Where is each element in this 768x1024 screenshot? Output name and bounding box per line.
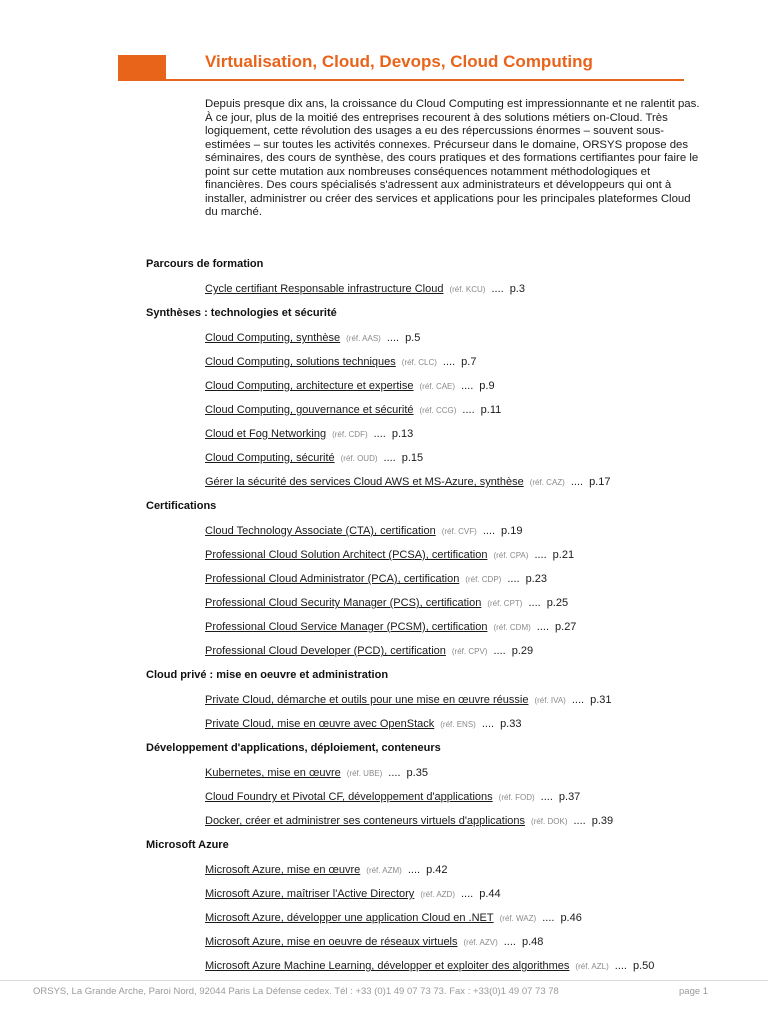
course-ref: (réf. AAS) <box>346 334 381 343</box>
leader-dots: .... <box>507 573 520 585</box>
course-entry <box>205 404 501 416</box>
course-link[interactable]: Cloud Computing, synthèse <box>205 332 341 344</box>
course-link[interactable]: Private Cloud, mise en œuvre avec OpenStack <box>205 718 435 730</box>
course-page-number: p.33 <box>500 718 522 730</box>
leader-dots: .... <box>540 791 553 803</box>
course-ref: (réf. CDF) <box>332 430 368 439</box>
course-link[interactable]: Professional Cloud Service Manager (PCSM), certification <box>205 621 488 633</box>
section-heading: Développement d'applications, déploiement, conteneurs <box>146 742 441 754</box>
course-entry <box>205 960 654 972</box>
course-entry <box>205 912 582 924</box>
course-page-number: p.37 <box>558 791 581 803</box>
leader-dots: .... <box>482 525 496 537</box>
course-entry <box>205 621 576 633</box>
course-page-number: p.17 <box>589 476 611 488</box>
course-link[interactable]: Cloud et Fog Networking <box>205 428 327 440</box>
course-entry <box>205 718 521 730</box>
course-entry <box>205 573 547 585</box>
course-ref: (réf. CPA) <box>493 551 529 560</box>
leader-dots: .... <box>573 815 586 827</box>
course-entry <box>205 767 428 779</box>
course-entry <box>205 356 476 368</box>
section-heading: Synthèses : technologies et sécurité <box>146 307 337 319</box>
course-link[interactable]: Cloud Computing, sécurité <box>205 452 335 464</box>
course-page-number: p.23 <box>525 573 547 585</box>
course-entry <box>205 525 522 537</box>
course-page-number: p.27 <box>555 621 577 633</box>
course-link[interactable]: Cloud Foundry et Pivotal CF, développement d'applications <box>205 791 493 803</box>
course-link[interactable]: Cloud Technology Associate (CTA), certification <box>205 525 436 537</box>
leader-dots: .... <box>570 476 584 488</box>
leader-dots: .... <box>503 936 516 948</box>
course-ref: (réf. CPT) <box>487 599 523 608</box>
leader-dots: .... <box>386 332 400 344</box>
leader-dots: .... <box>542 912 555 924</box>
course-entry <box>205 936 543 948</box>
course-page-number: p.19 <box>501 525 523 537</box>
leader-dots: .... <box>461 380 474 392</box>
leader-dots: .... <box>571 694 585 706</box>
footer-address: ORSYS, La Grande Arche, Paroi Nord, 92044 Paris La Défense cedex. Tél : +33 (0)1 49 07 73 73. Fax : +33(0)1 49 07 73 78 <box>33 986 559 997</box>
course-link[interactable]: Professional Cloud Security Manager (PCS), certification <box>205 597 482 609</box>
course-page-number: p.29 <box>511 645 534 657</box>
course-page-number: p.7 <box>461 356 477 368</box>
course-ref: (réf. DOK) <box>531 817 568 826</box>
course-ref: (réf. KCU) <box>449 285 486 294</box>
leader-dots: .... <box>388 767 401 779</box>
course-link[interactable]: Cloud Computing, gouvernance et sécurité <box>205 404 414 416</box>
course-link[interactable]: Microsoft Azure, développer une application Cloud en .NET <box>205 912 494 924</box>
course-entry <box>205 815 613 827</box>
course-ref: (réf. AZD) <box>420 890 455 899</box>
course-page-number: p.44 <box>479 888 501 900</box>
course-entry <box>205 864 448 876</box>
leader-dots: .... <box>442 356 456 368</box>
leader-dots: .... <box>614 960 627 972</box>
course-link[interactable]: Cloud Computing, solutions techniques <box>205 356 396 368</box>
course-page-number: p.48 <box>521 936 544 948</box>
leader-dots: .... <box>528 597 541 609</box>
course-entry <box>205 476 610 488</box>
section-heading: Microsoft Azure <box>146 839 229 851</box>
course-page-number: p.21 <box>552 549 575 561</box>
course-entry <box>205 549 574 561</box>
course-ref: (réf. CVF) <box>441 527 477 536</box>
leader-dots: .... <box>493 645 506 657</box>
footer-divider <box>0 980 768 981</box>
leader-dots: .... <box>534 549 547 561</box>
course-ref: (réf. WAZ) <box>499 914 537 923</box>
course-link[interactable]: Microsoft Azure, mise en œuvre <box>205 864 361 876</box>
leader-dots: .... <box>462 404 475 416</box>
course-page-number: p.5 <box>405 332 421 344</box>
course-page-number: p.9 <box>479 380 495 392</box>
course-page-number: p.15 <box>401 452 424 464</box>
course-link[interactable]: Gérer la sécurité des services Cloud AWS et MS-Azure, synthèse <box>205 476 524 488</box>
course-entry <box>205 791 580 803</box>
leader-dots: .... <box>491 283 504 295</box>
course-entry <box>205 597 568 609</box>
course-ref: (réf. CLC) <box>401 358 437 367</box>
course-ref: (réf. AZL) <box>575 962 609 971</box>
course-ref: (réf. ENS) <box>440 720 476 729</box>
leader-dots: .... <box>536 621 550 633</box>
course-link[interactable]: Professional Cloud Solution Architect (PCSA), certification <box>205 549 488 561</box>
course-link[interactable]: Kubernetes, mise en œuvre <box>205 767 341 779</box>
intro-paragraph: Depuis presque dix ans, la croissance du Cloud Computing est impressionnante et ne ralentit pas. À ce jour, plus de la moitié des entreprises recourent à des solutions métiers on-Cloud. Très logiquement, cette révolution des usages a eu des répercussions énormes – souvent sous-estimées – sur toutes les activités connexes. Précurseur dans le domaine, ORSYS propose des séminaires, des cours de synthèse, des cours pratiques et des formations certifiantes pour faire le point sur cette mutation aux nombreuses conséquences notamment méthodologiques et financières. Des cours spécialisés s'adressent aux administrateurs et développeurs qui ont à installer, administrer ou créer des services et applications pour les principales plateformes Cloud du marché. <box>205 98 700 218</box>
course-link[interactable]: Professional Cloud Developer (PCD), certification <box>205 645 446 657</box>
course-entry <box>205 380 495 392</box>
course-link[interactable]: Microsoft Azure Machine Learning, développer et exploiter des algorithmes <box>205 960 570 972</box>
course-page-number: p.42 <box>426 864 448 876</box>
leader-dots: .... <box>407 864 421 876</box>
course-link[interactable]: Microsoft Azure, maîtriser l'Active Directory <box>205 888 415 900</box>
course-page-number: p.50 <box>633 960 655 972</box>
course-ref: (réf. IVA) <box>534 696 566 705</box>
course-entry <box>205 694 612 706</box>
course-link[interactable]: Microsoft Azure, mise en oeuvre de réseaux virtuels <box>205 936 458 948</box>
course-ref: (réf. CDP) <box>465 575 502 584</box>
course-entry <box>205 645 533 657</box>
course-ref: (réf. CDM) <box>493 623 531 632</box>
course-page-number: p.13 <box>391 428 414 440</box>
course-link[interactable]: Cycle certifiant Responsable infrastructure Cloud <box>205 283 444 295</box>
course-link[interactable]: Private Cloud, démarche et outils pour une mise en œuvre réussie <box>205 694 529 706</box>
course-entry <box>205 428 413 440</box>
course-page-number: p.11 <box>480 404 502 416</box>
leader-dots: .... <box>383 452 396 464</box>
course-ref: (réf. CPV) <box>451 647 488 656</box>
leader-dots: .... <box>373 428 386 440</box>
footer-page-number: page 1 <box>679 986 709 997</box>
section-heading: Parcours de formation <box>146 258 264 270</box>
course-ref: (réf. AZM) <box>366 866 402 875</box>
course-ref: (réf. CCG) <box>419 406 457 415</box>
course-page-number: p.35 <box>406 767 428 779</box>
course-ref: (réf. CAZ) <box>529 478 565 487</box>
course-ref: (réf. CAE) <box>419 382 456 391</box>
course-page-number: p.39 <box>591 815 614 827</box>
course-ref: (réf. FOD) <box>498 793 535 802</box>
course-entry <box>205 888 501 900</box>
course-link[interactable]: Docker, créer et administrer ses conteneurs virtuels d'applications <box>205 815 526 827</box>
course-ref: (réf. OUD) <box>340 454 378 463</box>
course-entry <box>205 452 423 464</box>
course-ref: (réf. UBE) <box>346 769 383 778</box>
section-heading: Certifications <box>146 500 217 512</box>
leader-dots: .... <box>460 888 474 900</box>
course-page-number: p.3 <box>509 283 525 295</box>
course-entry <box>205 283 525 295</box>
course-ref: (réf. AZV) <box>463 938 498 947</box>
course-entry <box>205 332 420 344</box>
page-title: Virtualisation, Cloud, Devops, Cloud Computing <box>205 52 593 71</box>
course-page-number: p.25 <box>546 597 569 609</box>
course-link[interactable]: Professional Cloud Administrator (PCA), certification <box>205 573 460 585</box>
section-heading: Cloud privé : mise en oeuvre et administration <box>146 669 389 681</box>
leader-dots: .... <box>481 718 495 730</box>
course-page-number: p.46 <box>560 912 582 924</box>
course-page-number: p.31 <box>590 694 612 706</box>
course-link[interactable]: Cloud Computing, architecture et expertise <box>205 380 414 392</box>
